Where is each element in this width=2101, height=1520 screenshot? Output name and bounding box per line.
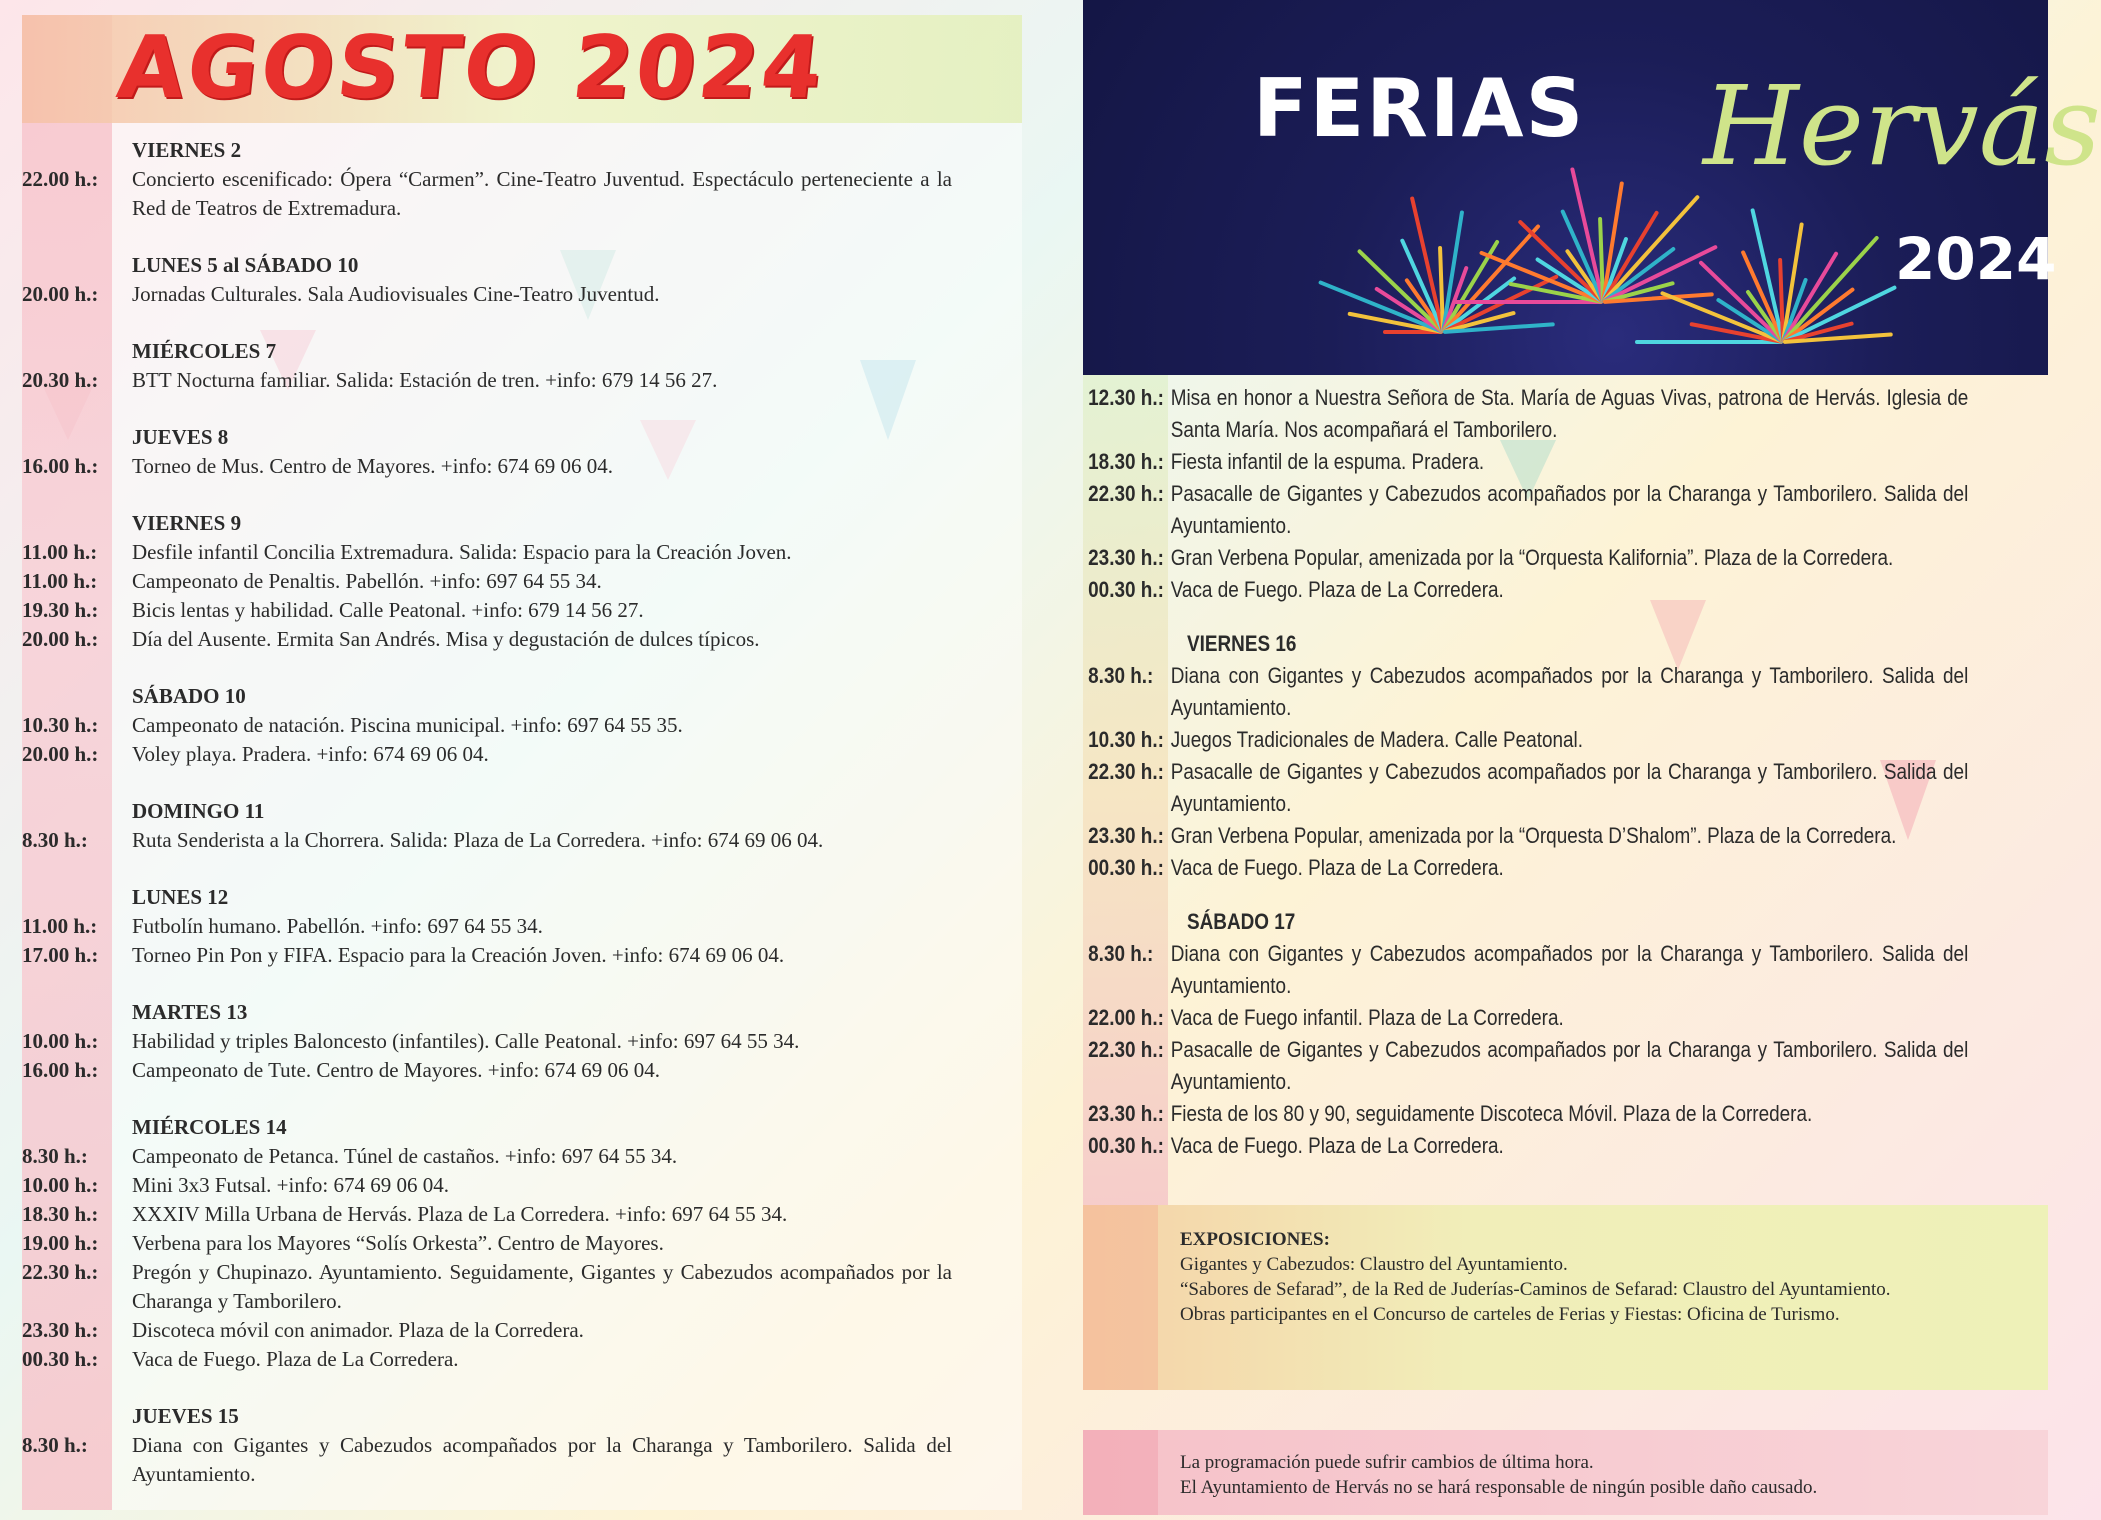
notice-box — [1083, 1430, 2048, 1515]
schedule-event — [22, 1142, 1022, 1171]
event-time: 10.30 h.: — [1088, 727, 1164, 752]
exposiciones-title: EXPOSICIONES: — [1180, 1229, 1330, 1250]
event-description: Gran Verbena Popular, amenizada por la “Orquesta D’Shalom”. Plaza de la Corredera. — [1170, 823, 1897, 848]
event-description: Habilidad y triples Baloncesto (infantiles). Calle Peatonal. +info: 697 64 55 34. — [132, 1029, 800, 1053]
event-time: 20.00 h.: — [22, 742, 99, 766]
event-time: 8.30 h.: — [22, 1144, 88, 1168]
event-time: 00.30 h.: — [1088, 1133, 1164, 1158]
event-time: 23.30 h.: — [1088, 545, 1164, 570]
schedule-event — [22, 1200, 1022, 1229]
event-description: Pasacalle de Gigantes y Cabezudos acompañados por la Charanga y Tamborilero. Salida del Ayuntamiento. — [1170, 481, 1969, 538]
event-description: Campeonato de natación. Piscina municipal. +info: 697 64 55 35. — [132, 713, 683, 737]
schedule-event — [22, 538, 1022, 567]
event-description: Concierto escenificado: Ópera “Carmen”. Cine-Teatro Juventud. Espectáculo perteneciente a la Red de Teatros de Extremadura. — [132, 167, 952, 220]
day-title: MIÉRCOLES 7 — [132, 339, 277, 363]
event-description: Gran Verbena Popular, amenizada por la “Orquesta Kalifornia”. Plaza de la Corredera. — [1170, 545, 1894, 570]
schedule-event — [1083, 660, 2046, 724]
event-time: 17.00 h.: — [22, 943, 99, 967]
day-block — [22, 251, 1022, 309]
schedule-event — [22, 711, 1022, 740]
day-title: LUNES 12 — [132, 885, 229, 909]
event-time: 11.00 h.: — [22, 569, 98, 593]
event-description: Diana con Gigantes y Cabezudos acompañados por la Charanga y Tamborilero. Salida del Ayuntamiento. — [1170, 663, 1969, 720]
schedule-event — [22, 567, 1022, 596]
event-description: Torneo Pin Pon y FIFA. Espacio para la Creación Joven. +info: 674 69 06 04. — [132, 943, 785, 967]
event-description: Desfile infantil Concilia Extremadura. Salida: Espacio para la Creación Joven. — [132, 540, 792, 564]
schedule-event — [22, 165, 1022, 223]
event-time: 16.00 h.: — [22, 1058, 99, 1082]
schedule-event — [1083, 1098, 2046, 1130]
event-time: 11.00 h.: — [22, 914, 98, 938]
event-time: 00.30 h.: — [22, 1347, 99, 1371]
exposiciones-box — [1083, 1205, 2048, 1390]
day-block — [22, 883, 1022, 970]
event-time: 10.00 h.: — [22, 1029, 99, 1053]
event-description: Vaca de Fuego. Plaza de La Corredera. — [132, 1347, 459, 1371]
event-description: Pasacalle de Gigantes y Cabezudos acompañados por la Charanga y Tamborilero. Salida del Ayuntamiento. — [1170, 1037, 1969, 1094]
schedule-event — [22, 1431, 1022, 1489]
exposiciones-stripe — [1083, 1205, 1158, 1390]
event-description: Diana con Gigantes y Cabezudos acompañados por la Charanga y Tamborilero. Salida del Ayuntamiento. — [132, 1433, 952, 1486]
schedule-event — [22, 1056, 1022, 1085]
right-panel — [1075, 0, 2101, 1520]
schedule-event — [22, 826, 1022, 855]
event-description: XXXIV Milla Urbana de Hervás. Plaza de La Corredera. +info: 697 64 55 34. — [132, 1202, 788, 1226]
day-block — [22, 423, 1022, 481]
event-time: 18.30 h.: — [22, 1202, 99, 1226]
event-time: 10.00 h.: — [22, 1173, 99, 1197]
hero-banner — [1083, 0, 2101, 375]
day-block — [1083, 628, 2048, 884]
event-description: Verbena para los Mayores “Solís Orkesta”. Centro de Mayores. — [132, 1231, 664, 1255]
day-title: MIÉRCOLES 14 — [132, 1115, 287, 1139]
schedule-event — [1083, 756, 2046, 820]
schedule-event — [1083, 1034, 2046, 1098]
left-schedule — [22, 136, 1022, 1517]
exposicion-item: Gigantes y Cabezudos: Claustro del Ayuntamiento. — [1180, 1254, 1568, 1275]
page-title: AGOSTO 2024 — [112, 18, 830, 118]
schedule-event — [22, 1316, 1022, 1345]
day-title: VIERNES 2 — [132, 138, 242, 162]
event-time: 10.30 h.: — [22, 713, 99, 737]
day-block — [1083, 382, 2048, 606]
event-time: 20.00 h.: — [22, 627, 99, 651]
schedule-event — [1083, 724, 2046, 756]
day-title: SÁBADO 17 — [1187, 909, 1296, 934]
schedule-event — [1083, 1002, 2046, 1034]
event-time: 22.30 h.: — [1088, 759, 1164, 784]
firework-streak — [1635, 340, 1783, 344]
schedule-event — [1083, 1130, 2046, 1162]
schedule-event — [22, 1258, 1022, 1316]
event-time: 22.30 h.: — [1088, 481, 1164, 506]
day-title: LUNES 5 al SÁBADO 10 — [132, 253, 359, 277]
hero-year: 2024 — [1895, 225, 2057, 293]
event-time: 22.00 h.: — [22, 167, 99, 191]
event-time: 8.30 h.: — [1088, 663, 1154, 688]
event-description: Vaca de Fuego infantil. Plaza de La Corredera. — [1170, 1005, 1564, 1030]
day-block — [22, 682, 1022, 769]
event-time: 19.30 h.: — [22, 598, 99, 622]
schedule-event — [22, 452, 1022, 481]
event-description: Vaca de Fuego. Plaza de La Corredera. — [1170, 577, 1504, 602]
exposicion-item: Obras participantes en el Concurso de carteles de Ferias y Fiestas: Oficina de Turismo. — [1180, 1304, 1840, 1325]
event-description: Campeonato de Petanca. Túnel de castaños. +info: 697 64 55 34. — [132, 1144, 678, 1168]
event-time: 16.00 h.: — [22, 454, 99, 478]
schedule-event — [22, 1345, 1022, 1374]
schedule-event — [1083, 852, 2046, 884]
day-block — [22, 1402, 1022, 1489]
schedule-event — [1083, 446, 2046, 478]
event-description: BTT Nocturna familiar. Salida: Estación de tren. +info: 679 14 56 27. — [132, 368, 718, 392]
schedule-event — [1083, 820, 2046, 852]
event-description: Diana con Gigantes y Cabezudos acompañados por la Charanga y Tamborilero. Salida del Ayuntamiento. — [1170, 941, 1969, 998]
schedule-event — [22, 740, 1022, 769]
day-title: VIERNES 9 — [132, 511, 242, 535]
schedule-event — [22, 280, 1022, 309]
day-title: SÁBADO 10 — [132, 684, 246, 708]
day-block — [22, 509, 1022, 654]
exposicion-item: “Sabores de Sefarad”, de la Red de Juderías-Caminos de Sefarad: Claustro del Ayuntamiento. — [1180, 1279, 1891, 1300]
event-description: Día del Ausente. Ermita San Andrés. Misa y degustación de dulces típicos. — [132, 627, 760, 651]
day-block — [1083, 906, 2048, 1162]
schedule-event — [22, 366, 1022, 395]
day-title: JUEVES 15 — [132, 1404, 239, 1428]
event-description: Voley playa. Pradera. +info: 674 69 06 04. — [132, 742, 489, 766]
event-description: Vaca de Fuego. Plaza de La Corredera. — [1170, 855, 1504, 880]
day-title: DOMINGO 11 — [132, 799, 265, 823]
right-schedule — [1083, 382, 2048, 1184]
event-time: 22.30 h.: — [1088, 1037, 1164, 1062]
event-description: Futbolín humano. Pabellón. +info: 697 64 55 34. — [132, 914, 543, 938]
event-time: 20.30 h.: — [22, 368, 99, 392]
event-time: 11.00 h.: — [22, 540, 98, 564]
day-block — [22, 337, 1022, 395]
event-time: 8.30 h.: — [22, 1433, 88, 1457]
event-description: Bicis lentas y habilidad. Calle Peatonal. +info: 679 14 56 27. — [132, 598, 644, 622]
schedule-event — [22, 1027, 1022, 1056]
event-time: 8.30 h.: — [1088, 941, 1154, 966]
notice-line: El Ayuntamiento de Hervás no se hará responsable de ningún posible daño causado. — [1180, 1477, 1818, 1498]
event-time: 00.30 h.: — [1088, 577, 1164, 602]
event-time: 23.30 h.: — [1088, 1101, 1164, 1126]
schedule-event — [22, 1229, 1022, 1258]
event-description: Torneo de Mus. Centro de Mayores. +info: 674 69 06 04. — [132, 454, 614, 478]
day-title: MARTES 13 — [132, 1000, 248, 1024]
event-description: Campeonato de Tute. Centro de Mayores. +info: 674 69 06 04. — [132, 1058, 661, 1082]
event-time: 23.30 h.: — [1088, 823, 1164, 848]
day-block — [22, 1113, 1022, 1374]
event-description: Mini 3x3 Futsal. +info: 674 69 06 04. — [132, 1173, 449, 1197]
notice-line: La programación puede sufrir cambios de última hora. — [1180, 1452, 1594, 1473]
day-block — [22, 136, 1022, 223]
schedule-event — [1083, 938, 2046, 1002]
schedule-event — [1083, 478, 2046, 542]
schedule-event — [1083, 382, 2046, 446]
event-time: 8.30 h.: — [22, 828, 88, 852]
event-description: Misa en honor a Nuestra Señora de Sta. María de Aguas Vivas, patrona de Hervás. Iglesia de Santa María. Nos acompañará el Tamborilero. — [1170, 385, 1969, 442]
event-time: 12.30 h.: — [1088, 385, 1164, 410]
firework-streak — [1454, 300, 1603, 304]
event-description: Vaca de Fuego. Plaza de La Corredera. — [1170, 1133, 1504, 1158]
event-description: Fiesta de los 80 y 90, seguidamente Discoteca Móvil. Plaza de la Corredera. — [1170, 1101, 1813, 1126]
event-description: Discoteca móvil con animador. Plaza de la Corredera. — [132, 1318, 584, 1342]
hero-town: Hervás — [1703, 62, 2101, 190]
event-description: Ruta Senderista a la Chorrera. Salida: Plaza de La Corredera. +info: 674 69 06 04. — [132, 828, 824, 852]
event-time: 22.30 h.: — [22, 1260, 99, 1284]
day-title: JUEVES 8 — [132, 425, 229, 449]
day-block — [22, 998, 1022, 1085]
event-description: Jornadas Culturales. Sala Audiovisuales Cine-Teatro Juventud. — [132, 282, 660, 306]
schedule-event — [22, 941, 1022, 970]
event-description: Campeonato de Penaltis. Pabellón. +info: 697 64 55 34. — [132, 569, 602, 593]
schedule-event — [22, 596, 1022, 625]
schedule-event — [22, 1171, 1022, 1200]
day-block — [22, 797, 1022, 855]
schedule-event — [22, 625, 1022, 654]
event-description: Pasacalle de Gigantes y Cabezudos acompañados por la Charanga y Tamborilero. Salida del Ayuntamiento. — [1170, 759, 1969, 816]
event-description: Juegos Tradicionales de Madera. Calle Peatonal. — [1170, 727, 1584, 752]
schedule-event — [1083, 574, 2046, 606]
event-time: 23.30 h.: — [22, 1318, 99, 1342]
event-time: 22.00 h.: — [1088, 1005, 1164, 1030]
schedule-event — [22, 912, 1022, 941]
event-time: 00.30 h.: — [1088, 855, 1164, 880]
event-time: 18.30 h.: — [1088, 449, 1164, 474]
event-time: 19.00 h.: — [22, 1231, 99, 1255]
hero-title: FERIAS — [1253, 62, 1586, 155]
schedule-event — [1083, 542, 2046, 574]
event-description: Pregón y Chupinazo. Ayuntamiento. Seguidamente, Gigantes y Cabezudos acompañados por la Charanga y Tamborilero. — [132, 1260, 952, 1313]
day-title: VIERNES 16 — [1187, 631, 1297, 656]
notice-stripe — [1083, 1430, 1158, 1515]
event-time: 20.00 h.: — [22, 282, 99, 306]
event-description: Fiesta infantil de la espuma. Pradera. — [1170, 449, 1485, 474]
